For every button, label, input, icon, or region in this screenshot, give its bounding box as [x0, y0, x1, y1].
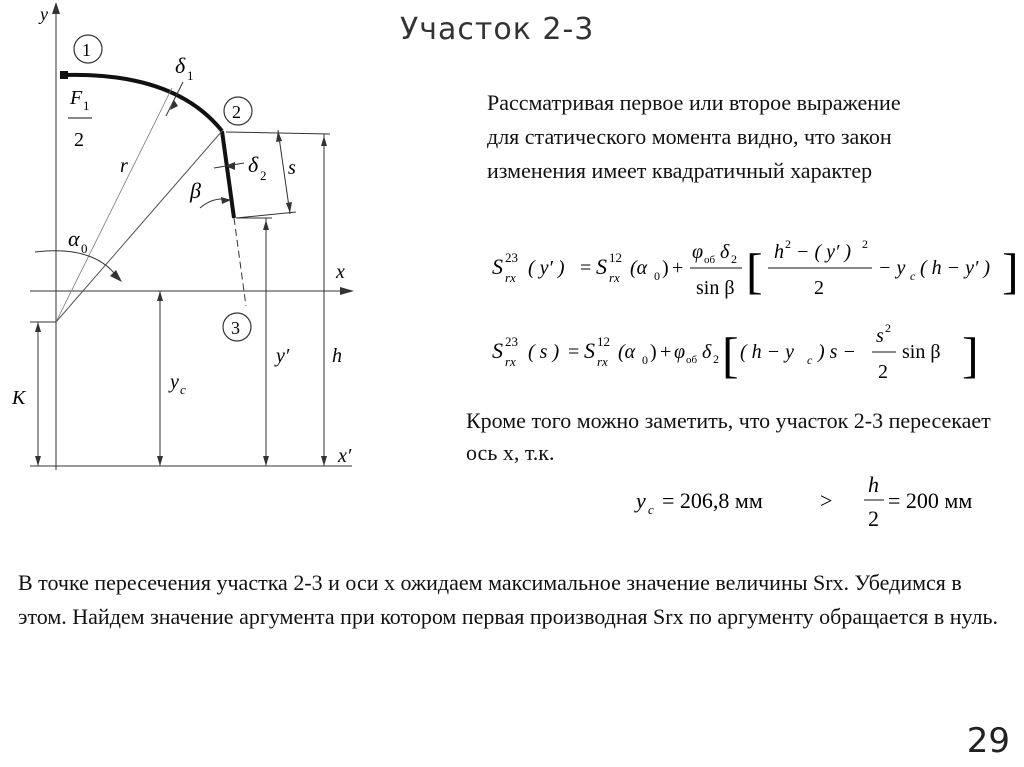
f2-S12: S [584, 338, 595, 363]
f1-yc-sub: c [910, 269, 916, 283]
s-ext-line-bottom [236, 212, 296, 218]
s-arrow-bottom [286, 202, 292, 213]
cond-h: h [868, 472, 879, 497]
f1-sub: rx [505, 270, 516, 285]
f1-minus-y: − ( y′ ) [796, 241, 852, 263]
crossing-paragraph: Кроме того можно заметить, что участок 2-3 пересекает ось x, т.к. [466, 408, 991, 465]
f1-h: h [774, 241, 784, 263]
f1-arg: ( y′ ) [528, 257, 565, 279]
radius-to-2 [56, 131, 222, 322]
beta-label: β [190, 178, 201, 203]
yprime-arrow-top [263, 220, 269, 230]
yprime-label: y′ [276, 345, 290, 367]
f1-sinb: sin β [696, 277, 735, 299]
f1-S12-sup: 12 [609, 250, 622, 265]
k-arrow-bottom [35, 456, 41, 466]
yprime-arrow-bottom [263, 456, 269, 466]
f1-sup: 23 [505, 250, 518, 265]
f1-S: S [492, 254, 503, 279]
yc-sub: c [180, 382, 186, 397]
f2-eq: = [568, 341, 580, 363]
f1-alpha: (α [630, 257, 648, 279]
f1-lbracket: [ [746, 243, 763, 299]
f2-plus: + [660, 341, 672, 363]
slide-title: Участок 2-3 [400, 12, 595, 47]
f2-over2: 2 [878, 361, 888, 383]
y-axis-label: y [40, 4, 48, 24]
f1-denominator: 2 [74, 129, 84, 151]
h-label: h [332, 345, 342, 367]
f1-alpha-close: ) [662, 257, 669, 279]
f2-rbracket: ] [962, 327, 979, 383]
f2-hyc-sub: c [807, 353, 813, 367]
cond-2: 2 [868, 506, 879, 531]
yc-arrow-top [157, 291, 163, 301]
f1-delta: δ [720, 241, 730, 263]
f2-alpha: (α [618, 341, 636, 363]
delta1-sub: 1 [187, 68, 194, 83]
f1-yc: − y [878, 257, 906, 279]
f2-sinb: sin β [902, 341, 941, 363]
alpha0-label: α [68, 226, 80, 251]
f2-arg: ( s ) [528, 341, 560, 363]
f2-delta-sub: 2 [713, 352, 719, 366]
segment-2-3-solid [222, 131, 234, 218]
explanation-paragraph: Рассматривая первое или второе выражение для статического момента видно, что закон изменения имеет квадратичный характер [487, 90, 901, 183]
k-label: K [12, 387, 26, 409]
s-label: s [288, 157, 296, 179]
f2-S12-sub: rx [597, 354, 608, 369]
f2-alpha-sub: 0 [642, 353, 648, 367]
f2-alpha-close: ) [650, 341, 657, 363]
f1-sub: 1 [83, 98, 90, 113]
f2-hyc-close: ) s − [818, 341, 856, 363]
conclusion-paragraph: В точке пересечения участка 2-3 и оси x ожидаем максимальное значение величины Srx. Убедимся в этом. Найдем значение аргумента при котором первая производная Srx по аргументу обращается в нуль. [18, 570, 999, 629]
f1-S12: S [596, 254, 607, 279]
k-arrow-top [35, 322, 41, 332]
f1-delta-sub: 2 [731, 252, 737, 266]
point-1-label: 1 [82, 40, 91, 60]
f1-h-sup: 2 [785, 237, 791, 251]
h-arrow-bottom [321, 456, 327, 466]
yc-arrow-bottom [157, 456, 163, 466]
alpha-arrow [110, 270, 122, 282]
f1-label: F [70, 87, 83, 109]
f1-y-sup: 2 [862, 237, 868, 251]
cond-rhs: = 200 мм [888, 488, 973, 513]
f2-S12-sup: 12 [597, 334, 610, 349]
cond-yc: y [636, 488, 646, 513]
r-label: r [120, 155, 128, 177]
x-prime-label: x′ [338, 445, 352, 467]
f1-phi: φ [692, 241, 704, 263]
x-axis-arrow [340, 287, 354, 295]
f2-phi-sub: об [686, 354, 698, 366]
cond-value: = 206,8 мм [662, 488, 763, 513]
cond-yc-sub: c [648, 502, 654, 517]
f1-over2: 2 [814, 277, 824, 299]
h-arrow-top [321, 136, 327, 146]
alpha-arc [35, 251, 118, 278]
formula-block [462, 226, 1022, 386]
f2-delta: δ [702, 341, 712, 363]
delta2-sub: 2 [260, 168, 267, 183]
delta1-label: δ [175, 53, 186, 78]
section-diagram [0, 0, 470, 480]
page-number: 29 [966, 721, 1010, 761]
f2-S: S [492, 338, 503, 363]
yc-label: y [170, 371, 179, 393]
alpha0-sub: 0 [81, 241, 88, 256]
f2-sub: rx [505, 354, 516, 369]
f2-sup: 23 [505, 334, 518, 349]
formula-1 [492, 237, 1019, 299]
radius-to-arc [56, 88, 172, 322]
f1-plus: + [672, 257, 684, 279]
point-2-label: 2 [232, 102, 241, 122]
condition-formula [620, 462, 1020, 542]
cond-gt: > [820, 488, 833, 513]
f1-phi-sub: об [704, 254, 716, 266]
f1-hy: ( h − y′ ) [920, 257, 991, 279]
f2-s2-sup: 2 [885, 321, 891, 335]
x-axis-label: x [336, 261, 345, 283]
f1-alpha-sub: 0 [654, 269, 660, 283]
f2-hyc: ( h − y [740, 341, 795, 363]
point-3-label: 3 [231, 318, 240, 338]
f1-rbracket: ] [1002, 243, 1019, 299]
f2-s2: s [876, 325, 884, 347]
f2-phi: φ [674, 341, 686, 363]
segment-2-3-dashed [234, 218, 246, 306]
formula-2 [492, 321, 979, 383]
f2-lbracket: [ [722, 327, 739, 383]
delta2-label: δ [248, 152, 259, 177]
y-axis-arrow [52, 2, 60, 14]
f1-S12-sub: rx [609, 270, 620, 285]
f1-eq: = [580, 257, 592, 279]
